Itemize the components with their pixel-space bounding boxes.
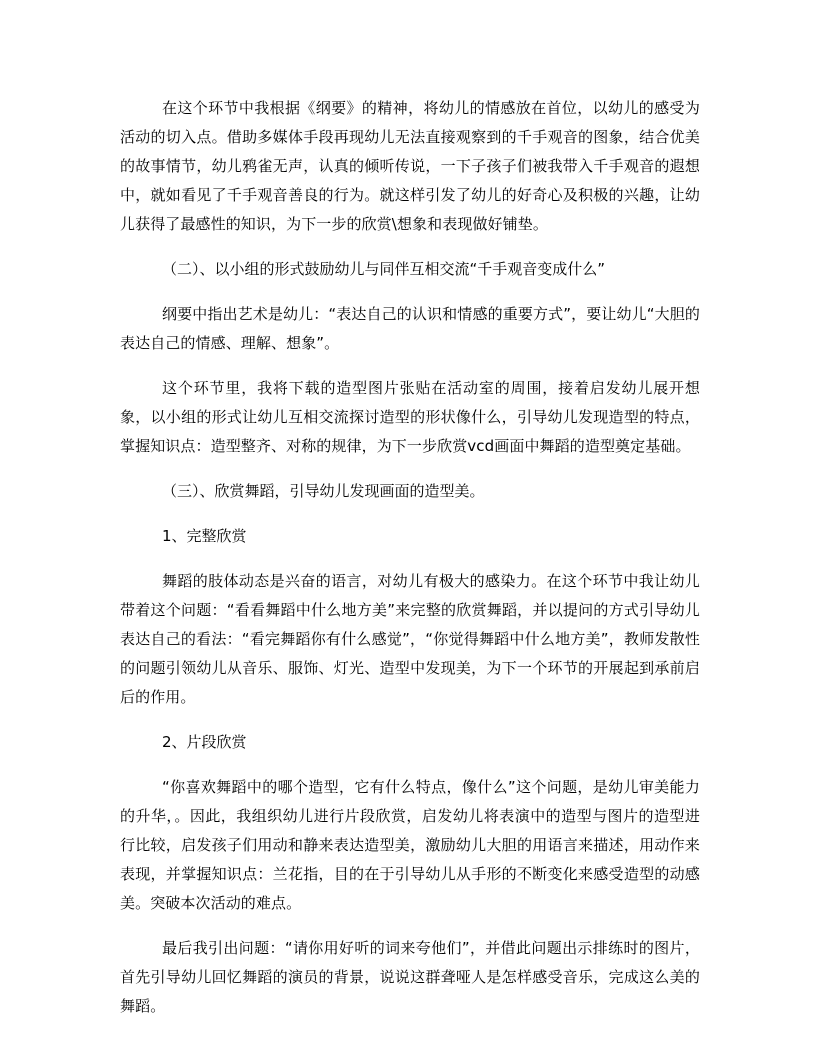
- subheading-full-viewing: 1、完整欣赏: [162, 527, 247, 545]
- paragraph-segment-viewing: “你喜欢舞蹈中的哪个造型，它有什么特点，像什么”这个问题，是幼儿审美能力的升华，。因此，我组织幼儿进行片段欣赏，启发幼儿将表演中的造型与图片的造型进行比较，启发孩子们用动和静来表达造型美，激励幼儿大胆的用语言来描述，用动作来表现，并掌握知识点：兰花指，目的在于引导幼儿从手形的不断变化来感受造型的动感美。突破本次活动的难点。: [120, 778, 700, 912]
- paragraph-full-viewing: 舞蹈的肢体动态是兴奋的语言，对幼儿有极大的感染力。在这个环节中我让幼儿带着这个问题：“看看舞蹈中什么地方美”来完整的欣赏舞蹈，并以提问的方式引导幼儿表达自己的看法：“看完舞蹈你有什么感觉”，“你觉得舞蹈中什么地方美”，教师发散性的问题引领幼儿从音乐、服饰、灯光、造型中发现美，为下一个环节的开展起到承前启后的作用。: [120, 572, 700, 706]
- section-heading-three: （三）、欣赏舞蹈，引导幼儿发现画面的造型美。: [162, 482, 485, 500]
- document-body: [120, 94, 700, 1021]
- paragraph-intro: 在这个环节中我根据《纲要》的精神，将幼儿的情感放在首位，以幼儿的感受为活动的切入点。借助多媒体手段再现幼儿无法直接观察到的千手观音的图象，结合优美的故事情节，幼儿鸦雀无声，认真的倾听传说，一下子孩子们被我带入千手观音的遐想中，就如看见了千手观音善良的行为。就这样引发了幼儿的好奇心及积极的兴趣，让幼儿获得了最感性的知识，为下一步的欣赏\想象和表现做好铺垫。: [120, 99, 700, 233]
- paragraph-group-activity: 这个环节里，我将下载的造型图片张贴在活动室的周围，接着启发幼儿展开想象，以小组的形式让幼儿互相交流探讨造型的形状像什么，引导幼儿发现造型的特点，掌握知识点：造型整齐、对称的规律，为下一步欣赏vcd画面中舞蹈的造型奠定基础。: [120, 379, 700, 455]
- subheading-segment-viewing: 2、片段欣赏: [162, 733, 247, 751]
- paragraph-outline-quote: 纲要中指出艺术是幼儿：“表达自己的认识和情感的重要方式”，要让幼儿“大胆的表达自己的情感、理解、想象”。: [120, 305, 700, 352]
- paragraph-final-question: 最后我引出问题：“请你用好听的词来夸他们”，并借此问题出示排练时的图片，首先引导幼儿回忆舞蹈的演员的背景，说说这群聋哑人是怎样感受音乐，完成这么美的舞蹈。: [120, 939, 700, 1015]
- section-heading-two: （二）、以小组的形式鼓励幼儿与同伴互相交流“千手观音变成什么”: [162, 260, 606, 278]
